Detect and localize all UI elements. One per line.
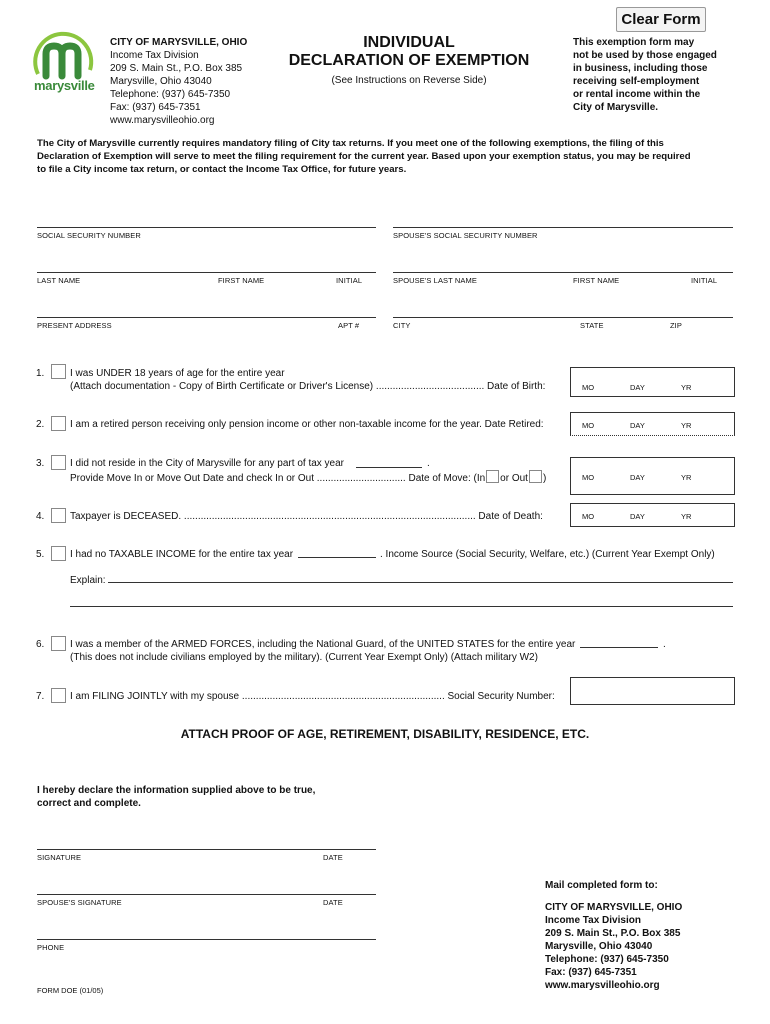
notice-line: or rental income within the <box>573 89 701 100</box>
mail-line: 209 S. Main St., P.O. Box 385 <box>545 928 681 939</box>
tax-year-input[interactable] <box>356 467 422 468</box>
service-year-input[interactable] <box>580 647 658 648</box>
spouse-ssn-box-input[interactable] <box>570 677 735 705</box>
clear-form-button[interactable]: Clear Form <box>616 7 706 32</box>
mail-line: Fax: (937) 645-7351 <box>545 967 637 978</box>
spouse-signature-input[interactable] <box>37 894 376 895</box>
intro-line: The City of Marysville currently requires mandatory filing of City tax returns. If you meet one of the following exemptions, the filing of this <box>37 138 664 149</box>
item-1-detail: (Attach documentation - Copy of Birth Certificate or Driver's License) ....................................... Date of Birth: <box>70 381 546 392</box>
date-label: DATE <box>323 898 343 907</box>
item-number: 4. <box>36 511 45 522</box>
armed-forces-checkbox[interactable] <box>51 636 66 651</box>
exemption-notice <box>573 36 717 114</box>
explain-input-1[interactable] <box>108 582 733 583</box>
or-out-text: or Out <box>500 473 528 484</box>
org-address <box>110 36 247 127</box>
address-input[interactable] <box>37 317 376 318</box>
form-id: FORM DOE (01/05) <box>37 986 104 995</box>
day-label: DAY <box>630 421 645 430</box>
death-date-input[interactable] <box>570 503 735 527</box>
mail-line: Income Tax Division <box>545 915 641 926</box>
intro-line: Declaration of Exemption will serve to meet the filing requirement for the current year. Based upon your exemption status, you may be required <box>37 151 691 162</box>
spouse-last-name-label: SPOUSE'S LAST NAME <box>393 276 477 285</box>
yr-label: YR <box>681 512 692 521</box>
retired-date-input[interactable] <box>570 412 735 436</box>
spouse-signature-label: SPOUSE'S SIGNATURE <box>37 898 122 907</box>
org-name: CITY OF MARYSVILLE, OHIO <box>110 37 248 48</box>
notice-line: in business, including those <box>573 63 708 74</box>
day-label: DAY <box>630 473 645 482</box>
title-line-2: DECLARATION OF EXEMPTION <box>288 52 530 69</box>
item-6-detail: (This does not include civilians employed by the military). (Current Year Exempt Only) (Attach military W2) <box>70 652 538 663</box>
phone-input[interactable] <box>37 939 376 940</box>
title-subtitle: (See Instructions on Reverse Side) <box>331 75 487 86</box>
title-line-1: INDIVIDUAL <box>363 34 455 51</box>
name-input[interactable] <box>37 272 376 273</box>
item-number: 1. <box>36 368 45 379</box>
ssn-input[interactable] <box>37 227 376 228</box>
mo-label: MO <box>582 421 595 430</box>
notice-line: City of Marysville. <box>573 102 659 113</box>
explain-label: Explain: <box>70 575 106 586</box>
non-resident-checkbox[interactable] <box>51 455 66 470</box>
day-label: DAY <box>630 383 645 392</box>
item-5-source: . Income Source (Social Security, Welfare, etc.) (Current Year Exempt Only) <box>380 549 715 560</box>
declaration <box>37 784 315 810</box>
birth-date-input[interactable] <box>570 367 735 397</box>
item-2-text: I am a retired person receiving only pension income or other non-taxable income for the year. Date Retired: <box>70 419 544 430</box>
close-paren: ) <box>542 473 547 484</box>
state-label: STATE <box>580 321 604 330</box>
declaration-line: correct and complete. <box>37 798 141 809</box>
phone-label: PHONE <box>37 943 65 952</box>
item-3-period: . <box>427 458 430 469</box>
move-date-input[interactable] <box>570 457 735 495</box>
filing-jointly-checkbox[interactable] <box>51 688 66 703</box>
ssn-label: SOCIAL SECURITY NUMBER <box>37 231 141 240</box>
address-label: PRESENT ADDRESS <box>37 321 112 330</box>
first-name-label: FIRST NAME <box>218 276 265 285</box>
yr-label: YR <box>681 473 692 482</box>
item-number: 5. <box>36 549 45 560</box>
item-number: 6. <box>36 639 45 650</box>
day-label: DAY <box>630 512 645 521</box>
org-line: Telephone: (937) 645-7350 <box>110 89 231 100</box>
mail-address <box>545 901 682 992</box>
logo-wordmark: marysville <box>34 78 95 93</box>
deceased-checkbox[interactable] <box>51 508 66 523</box>
declaration-line: I hereby declare the information supplied above to be true, <box>37 785 316 796</box>
item-number: 3. <box>36 458 45 469</box>
item-6-period: . <box>663 639 666 650</box>
org-line: 209 S. Main St., P.O. Box 385 <box>110 63 243 74</box>
spouse-ssn-input[interactable] <box>393 227 733 228</box>
item-number: 7. <box>36 691 45 702</box>
mo-label: MO <box>582 512 595 521</box>
no-taxable-income-checkbox[interactable] <box>51 546 66 561</box>
retired-checkbox[interactable] <box>51 416 66 431</box>
date-label: DATE <box>323 853 343 862</box>
mail-line: Marysville, Ohio 43040 <box>545 941 653 952</box>
spouse-ssn-label: SPOUSE'S SOCIAL SECURITY NUMBER <box>393 231 538 240</box>
initial-label: INITIAL <box>336 276 363 285</box>
item-4-text: Taxpayer is DECEASED. ......................................................................................................... Date of Death: <box>70 511 543 522</box>
mail-heading: Mail completed form to: <box>545 880 658 891</box>
yr-label: YR <box>681 383 692 392</box>
last-name-label: LAST NAME <box>37 276 81 285</box>
spouse-name-input[interactable] <box>393 272 733 273</box>
notice-line: receiving self-employment <box>573 76 700 87</box>
form-title <box>280 34 538 86</box>
item-3-detail <box>70 470 546 485</box>
under-18-checkbox[interactable] <box>51 364 66 379</box>
org-line: Fax: (937) 645-7351 <box>110 102 201 113</box>
item-1-text: I was UNDER 18 years of age for the entire year <box>70 368 285 379</box>
city-input[interactable] <box>393 317 733 318</box>
mo-label: MO <box>582 383 595 392</box>
zip-label: ZIP <box>670 321 682 330</box>
move-out-checkbox[interactable] <box>529 470 542 483</box>
mail-line: www.marysvilleohio.org <box>545 980 660 991</box>
yr-label: YR <box>681 421 692 430</box>
move-date-text: Provide Move In or Move Out Date and check In or Out ................................ Date of Move: (In <box>70 473 486 484</box>
org-line: Income Tax Division <box>110 50 199 61</box>
intro-line: to file a City income tax return, or contact the Income Tax Office, for future years. <box>37 164 407 175</box>
signature-label: SIGNATURE <box>37 853 82 862</box>
move-in-checkbox[interactable] <box>486 470 499 483</box>
mail-line: Telephone: (937) 645-7350 <box>545 954 669 965</box>
item-7-text: I am FILING JOINTLY with my spouse ......................................................................... Social Security Number: <box>70 691 555 702</box>
spouse-initial-label: INITIAL <box>691 276 718 285</box>
explain-input-2[interactable] <box>70 606 733 607</box>
org-line: Marysville, Ohio 43040 <box>110 76 212 87</box>
item-number: 2. <box>36 419 45 430</box>
intro-paragraph <box>37 137 691 176</box>
signature-input[interactable] <box>37 849 376 850</box>
income-year-input[interactable] <box>298 557 376 558</box>
org-line: www.marysvilleohio.org <box>110 115 215 126</box>
mail-line: CITY OF MARYSVILLE, OHIO <box>545 902 683 913</box>
item-3-text: I did not reside in the City of Marysville for any part of tax year <box>70 458 345 469</box>
mo-label: MO <box>582 473 595 482</box>
item-6-text: I was a member of the ARMED FORCES, including the National Guard, of the UNITED STATES for the entire year <box>70 639 576 650</box>
city-label: CITY <box>393 321 411 330</box>
spouse-first-name-label: FIRST NAME <box>573 276 620 285</box>
item-5-text: I had no TAXABLE INCOME for the entire tax year <box>70 549 294 560</box>
notice-line: not be used by those engaged <box>573 50 717 61</box>
apt-label: APT # <box>338 321 360 330</box>
attach-proof-heading: ATTACH PROOF OF AGE, RETIREMENT, DISABILITY, RESIDENCE, ETC. <box>180 727 590 741</box>
notice-line: This exemption form may <box>573 37 695 48</box>
